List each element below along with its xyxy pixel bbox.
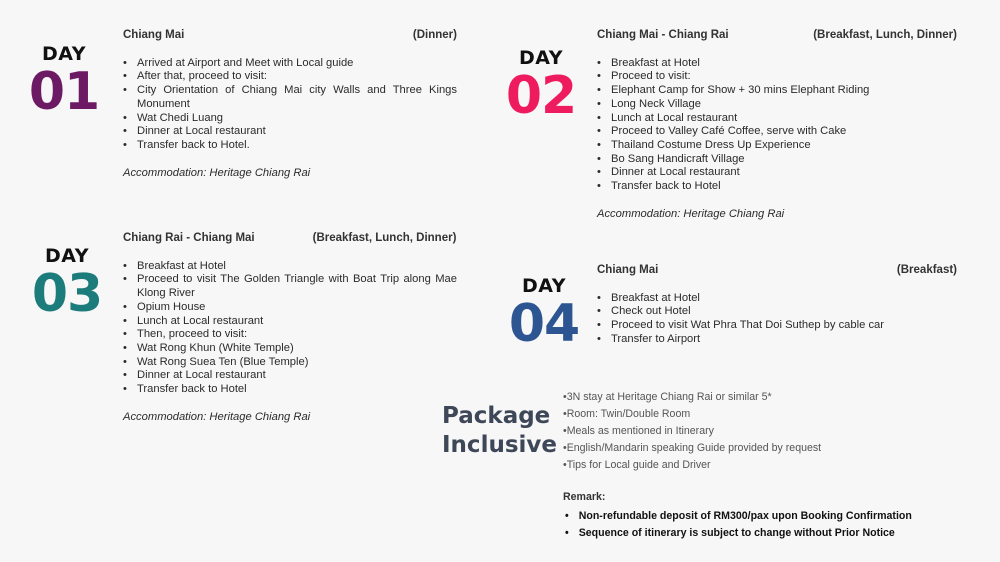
day-01-number: 01 <box>28 62 100 122</box>
list-item: • Transfer to Airport <box>611 333 957 347</box>
day-03-itinerary <box>123 260 457 397</box>
list-item: •3N stay at Heritage Chiang Rai or similar 5* <box>563 391 772 403</box>
day-01-itinerary <box>123 57 457 153</box>
list-item: • Thailand Costume Dress Up Experience <box>611 139 957 153</box>
day-03-header <box>123 232 457 246</box>
list-item: • Lunch at Local restaurant <box>137 315 457 329</box>
day-03-block <box>123 232 457 424</box>
package-inclusive-list <box>563 389 821 474</box>
package-title-line2: Inclusive <box>442 432 557 458</box>
list-item: • Lunch at Local restaurant <box>611 112 957 126</box>
day-04-block <box>597 264 957 347</box>
list-item: • Proceed to visit The Golden Triangle with Boat Trip along Mae Klong River <box>137 273 457 300</box>
list-item: • City Orientation of Chiang Mai city Walls and Three Kings Monument <box>137 84 457 111</box>
list-item: • Long Neck Village <box>611 98 957 112</box>
list-item: •English/Mandarin speaking Guide provided by request <box>563 442 822 454</box>
list-item: • Proceed to Valley Café Coffee, serve with Cake <box>611 125 957 139</box>
day-03-location: Chiang Rai - Chiang Mai <box>123 232 255 244</box>
list-item: • Opium House <box>137 301 457 315</box>
package-title-line1: Package <box>442 403 551 429</box>
remark-title: Remark: <box>563 491 606 503</box>
day-04-number: 04 <box>508 294 580 354</box>
list-item: • Wat Rong Khun (White Temple) <box>137 342 457 356</box>
list-item: • Breakfast at Hotel <box>137 260 457 274</box>
list-item: • Transfer back to Hotel. <box>137 139 457 153</box>
list-item: •Meals as mentioned in Itinerary <box>563 425 714 437</box>
day-02-block <box>597 29 957 221</box>
day-03-number: 03 <box>31 264 103 324</box>
day-01-accommodation: Accommodation: Heritage Chiang Rai <box>123 166 311 179</box>
day-01-label: DAY <box>42 43 86 65</box>
day-01-location: Chiang Mai <box>123 29 185 41</box>
day-02-location: Chiang Mai - Chiang Rai <box>597 29 729 41</box>
day-01-block <box>123 29 457 180</box>
day-01-header <box>123 29 457 43</box>
list-item: • Bo Sang Handicraft Village <box>611 153 957 167</box>
day-04-meals: (Breakfast) <box>896 264 957 276</box>
day-04-itinerary <box>597 292 957 347</box>
package-inclusive-title <box>442 402 557 460</box>
list-item: • Transfer back to Hotel <box>611 180 957 194</box>
day-02-itinerary <box>597 57 957 194</box>
list-item: • Non-refundable deposit of RM300/pax upon Booking Confirmation <box>565 508 912 525</box>
day-02-header <box>597 29 957 43</box>
list-item: • Sequence of itinerary is subject to change without Prior Notice <box>565 525 912 542</box>
list-item: • Arrived at Airport and Meet with Local guide <box>137 57 457 71</box>
day-01-meals: (Dinner) <box>412 29 457 41</box>
day-02-label: DAY <box>519 47 563 69</box>
list-item: • After that, proceed to visit: <box>137 70 457 84</box>
day-03-label: DAY <box>45 245 89 267</box>
list-item: • Elephant Camp for Show + 30 mins Elephant Riding <box>611 84 957 98</box>
list-item: • Dinner at Local restaurant <box>137 369 457 383</box>
list-item: • Breakfast at Hotel <box>611 292 957 306</box>
list-item: • Wat Chedi Luang <box>137 112 457 126</box>
day-03-meals: (Breakfast, Lunch, Dinner) <box>312 232 457 244</box>
day-03-accommodation: Accommodation: Heritage Chiang Rai <box>123 410 311 423</box>
day-04-location: Chiang Mai <box>597 264 659 276</box>
list-item: • Dinner at Local restaurant <box>611 166 957 180</box>
list-item: •Tips for Local guide and Driver <box>563 459 711 471</box>
list-item: • Transfer back to Hotel <box>137 383 457 397</box>
day-02-meals: (Breakfast, Lunch, Dinner) <box>813 29 957 41</box>
day-04-label: DAY <box>522 275 566 297</box>
list-item: • Dinner at Local restaurant <box>137 125 457 139</box>
list-item: • Breakfast at Hotel <box>611 57 957 71</box>
list-item: • Check out Hotel <box>611 305 957 319</box>
list-item: • Proceed to visit Wat Phra That Doi Suthep by cable car <box>611 319 957 333</box>
day-04-header <box>597 264 957 278</box>
list-item: • Proceed to visit: <box>611 70 957 84</box>
day-02-accommodation: Accommodation: Heritage Chiang Rai <box>597 207 785 220</box>
list-item: •Room: Twin/Double Room <box>563 408 691 420</box>
list-item: • Then, proceed to visit: <box>137 328 457 342</box>
day-02-number: 02 <box>505 66 577 126</box>
list-item: • Wat Rong Suea Ten (Blue Temple) <box>137 356 457 370</box>
remark-list <box>565 508 912 542</box>
